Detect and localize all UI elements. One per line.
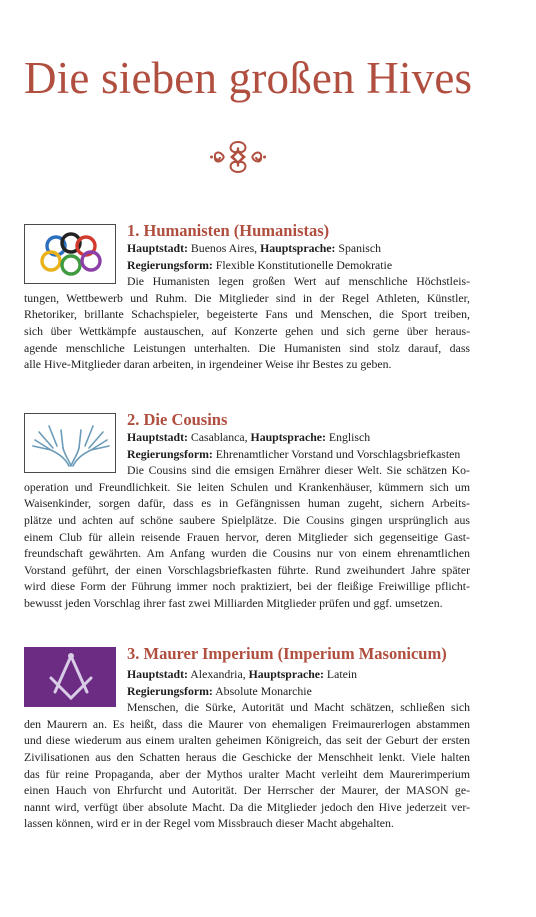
page-title: Die sieben großen Hives bbox=[24, 53, 473, 103]
government-value: Absolute Monarchie bbox=[215, 683, 312, 698]
section-heading: 2. Die Cousins bbox=[127, 410, 228, 429]
government-line: Regierungsform: Flexible Konstitutionelle Demokratie bbox=[127, 257, 393, 272]
government-line: Regierungsform: Absolute Monarchie bbox=[127, 683, 312, 698]
government-line: Regierungsform: Ehrenamtlicher Vorstand und Vorschlagsbriefkasten bbox=[127, 446, 461, 461]
compass-square-icon bbox=[24, 647, 116, 707]
hive-section-humanisten bbox=[24, 221, 514, 374]
language-value: Spanisch bbox=[338, 241, 382, 255]
section-heading: 3. Maurer Imperium (Imperium Masonicum) bbox=[127, 644, 447, 663]
government-value: Flexible Konstitutionelle Demokratie bbox=[215, 257, 393, 272]
capital-line: Hauptstadt: Casablanca, Hauptsprache: Englisch bbox=[127, 430, 371, 444]
section-body: Die Cousins sind die emsigen Ernährer dieser Welt. Sie schätzen Ko- operation und Freundlichkeit. Sie leiten Schulen und Krankenhäuser, kümmern sich um Waisenkinder, sorgen dafür, dass es in Gefängnissen human zugeht, sichern Arbeits- plätze und achten auf schöne saubere Spielplätze. Die Cousins gingen ursprünglich aus einem Club für allein reisende Frauen hervor, deren Mitglieder sich gegenseitige Gast- freundschaft gewährten. Am Anfang wurden die Cousins nur von einem ehrenamtlichen Vorstand geführt, der einen Vorschlagsbriefkasten führte. Rund zweihundert Jahre später wird diese Form der Führung immer noch praktiziert, bei der fleißige Freiwillige pflicht- bewusst jeden Vorschlag ihrer fast zwei Milliarden Mitglieder prüfen und ggf. umsetzen. bbox=[24, 463, 470, 610]
capital-line: Hauptstadt: Buenos Aires, Hauptsprache: Spanisch bbox=[127, 241, 382, 255]
government-value: Ehrenamtlicher Vorstand und Vorschlagsbriefkasten bbox=[215, 446, 461, 461]
capital-value: Alexandria, bbox=[190, 667, 246, 681]
capital-value: Casablanca, bbox=[190, 430, 248, 444]
capital-value: Buenos Aires, bbox=[190, 241, 258, 255]
capital-line: Hauptstadt: Alexandria, Hauptsprache: Latein bbox=[127, 667, 358, 681]
language-value: Latein bbox=[326, 667, 358, 681]
hive-section-maurer bbox=[24, 644, 514, 831]
section-body: Die Humanisten legen großen Wert auf menschliche Höchstleis- tungen, Wettbewerb und Ruhm. Die Mitglieder sind in der Regel Athleten, Künstler, Rhetoriker, brillante Schachspieler, begeisterte Fans und Menschen, die Sport treiben, sich über Wettkämpfe austauschen, auf Konzerte gehen und sich gerne über heraus- agende menschliche Leistungen unterhalten. Die Humanisten sind stolz darauf, dass alle Hive-Mitglieder daran arbeiten, in irgendeiner Weise ihr Bestes zu geben. bbox=[24, 274, 470, 372]
section-body: Menschen, die Sürke, Autorität und Macht schätzen, schließen sich den Maurern an. Es heißt, dass die Maurer von ehemaligen Freimaurerlogen abstammen und diese wiederum aus einem uralten geheimen Königreich, das seit der Geburt der ersten Zivilisationen aus den Schatten heraus die Geschicke der Menschheit lenkt. Viele halten das für reine Propaganda, aber der Mythos uralter Macht verleiht dem Maurerimperium einen Hauch von Ehrfurcht und Autorität. Der Herrscher der Maurer, der MASON ge- nannt wird, verfügt über absolute Macht. Da die Mitglieder jedoch den Hive jederzeit ver- lassen können, wird er in der Regel vom Missbrauch dieser Macht abgehalten. bbox=[24, 700, 470, 831]
hive-section-cousins bbox=[24, 410, 514, 613]
section-heading: 1. Humanisten (Humanistas) bbox=[127, 221, 330, 240]
language-value: Englisch bbox=[328, 430, 371, 444]
ornament-icon bbox=[210, 138, 266, 176]
